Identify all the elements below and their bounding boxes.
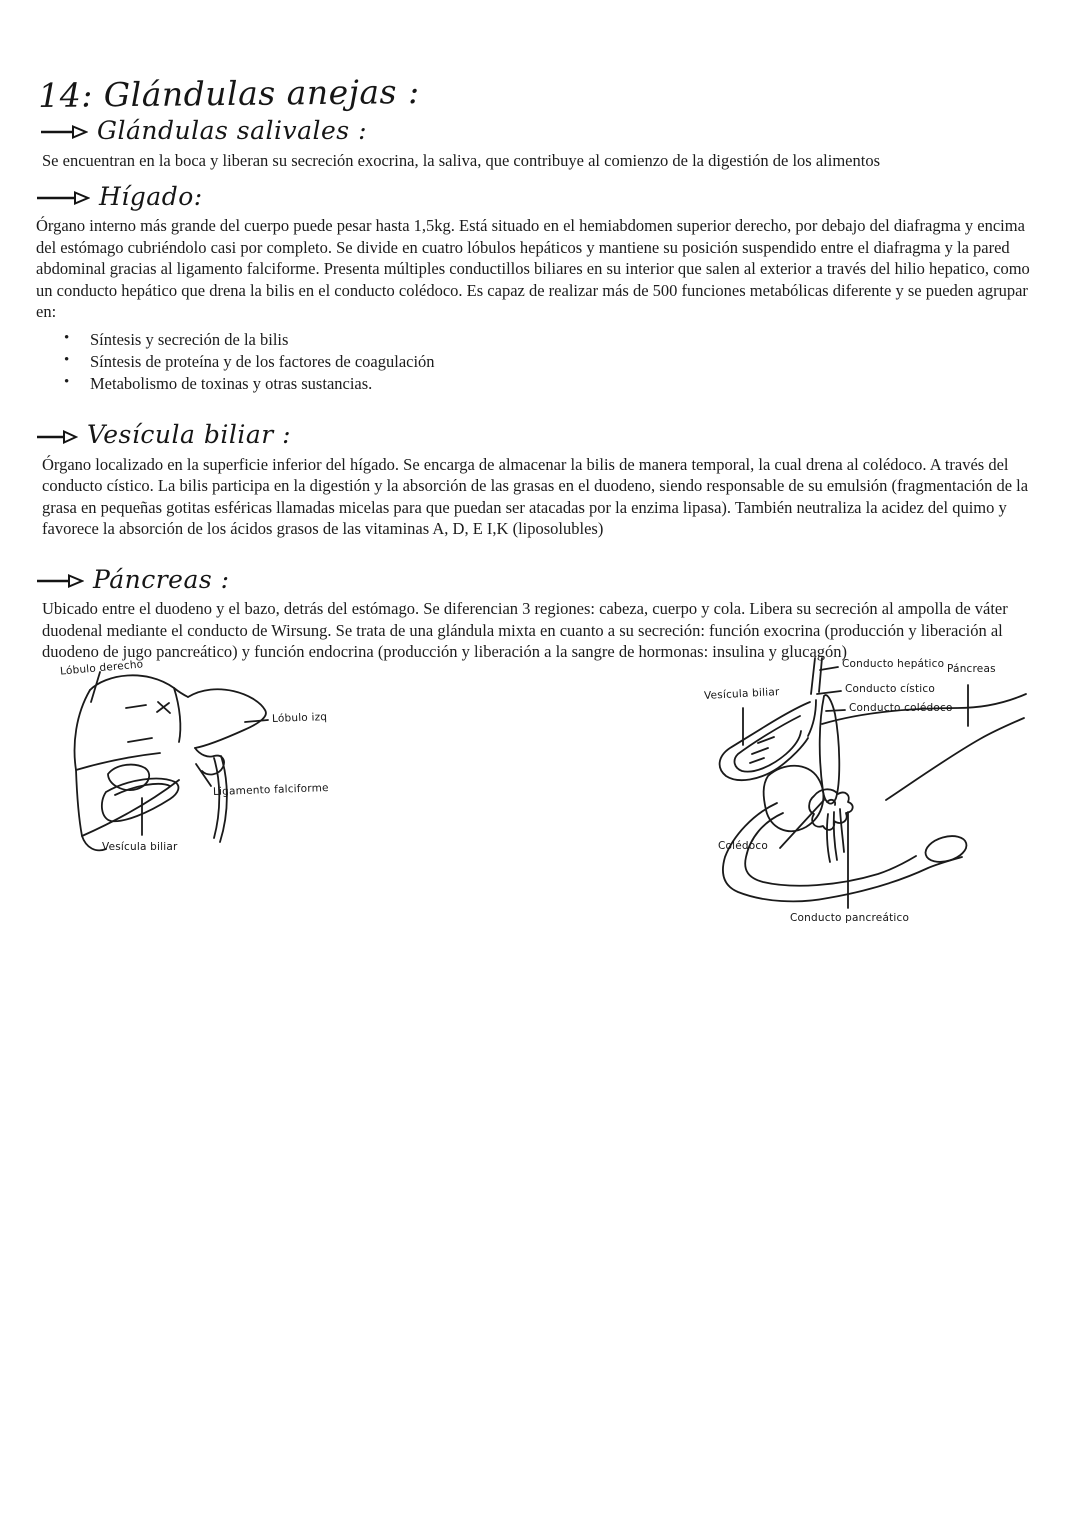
liver-sketch-figure [48,652,358,887]
page-title: 14: Glándulas anejas : [38,72,420,115]
notes-content [0,0,1080,663]
label-ligamento-falciforme: Ligamento falciforme [212,781,329,799]
section-salivales [40,117,1052,145]
pointer-lines [91,672,268,835]
label-vesicula-biliar: Vesícula biliar [102,841,178,853]
label-conducto-pancreatico: Conducto pancreático [790,912,910,924]
liver-outline [75,675,266,850]
section-heading-salivales: Glándulas salivales : [97,116,367,145]
section-heading-vesicula: Vesícula biliar : [87,420,292,450]
section-body-pancreas: Ubicado entre el duodeno y el bazo, detrás del estómago. Se diferencian 3 regiones: cabeza, cuerpo y cola. Libera su secreción al ampolla de váter duodenal mediante el conducto de Wirsung. Se trata de una glándula mixta en cuanto a su secreción: función exocrina (producción y liberación al duodeno de jugo pancreático) y función endocrina (producción y liberación a la sangre de hormonas: insulina y glucagón) [42,599,1008,662]
arrow-icon [40,124,88,140]
section-body-higado: Órgano interno más grande del cuerpo puede pesar hasta 1,5kg. Está situado en el hemiabdomen superior derecho, por debajo del diafragma y encima del estómago cubriéndolo casi por completo. Se divide en cuatro lóbulos hepáticos y mantiene su posición suspendido entre el diafragma y la pared abdominal gracias al ligamento falciforme. Presenta múltiples conductillos biliares en su interior que salen al exterior a través del hilio hepatico, como un conducto hepático que drena la bilis en el conducto colédoco. Es capaz de realizar más de 500 funciones metabólicas diferente y se pueden agrupar en: [36,216,1030,322]
label-conducto-coledoco: Conducto colédoco [849,702,953,714]
section-body-salivales: Se encuentran en la boca y liberan su secreción exocrina, la saliva, que contribuye al comienzo de la digestión de los alimentos [42,150,880,170]
section-body-vesicula: Órgano localizado en la superficie inferior del hígado. Se encarga de almacenar la bilis de manera temporal, la cual drena al colédoco. A través del conducto cístico. La bilis participa en la digestión y la absorción de las grasas en el duodeno, siendo responsable de su emulsión (fragmentación de la grasa en pequeñas gotitas esféricas llamadas micelas para que puedan ser atacadas por la enzima lipasa). También neutraliza la acidez del quimo y favorece la absorción de los ácidos grasos de las vitaminas A, D, E I,K (liposolubles) [42,454,1029,539]
label-pancreas: Páncreas [947,663,996,675]
section-heading-pancreas: Páncreas : [93,564,230,594]
label-lobulo-izq: Lóbulo izq [271,711,328,725]
label-conducto-hepatico: Conducto hepático [842,658,945,670]
duodenum [723,766,970,902]
section-heading-higado: Hígado: [99,181,203,211]
list-item: • Metabolismo de toxinas y otras sustancias. [80,373,1052,395]
arrow-icon [36,429,78,445]
liver-sketch [48,652,358,887]
label-conducto-cistico: Conducto cístico [845,683,935,695]
gallbladder [720,702,810,780]
biliary-sketch-figure [688,646,1048,941]
label-vesicula-biliar: Vesícula biliar [703,686,780,702]
arrow-icon [36,190,90,206]
list-item: • Síntesis y secreción de la bilis [80,329,1052,351]
arrow-icon [36,573,84,589]
higado-functions-list [36,329,1052,395]
ampulla [809,789,853,862]
falciform-ligament-tube [214,756,227,842]
label-lobulo-derecho: Lóbulo derecho [59,658,144,678]
section-pancreas [36,566,1052,594]
section-higado [36,183,1052,211]
section-vesicula [36,421,1052,449]
label-coledoco: Colédoco [718,840,769,852]
list-item: • Síntesis de proteína y de los factores de coagulación [80,351,1052,373]
